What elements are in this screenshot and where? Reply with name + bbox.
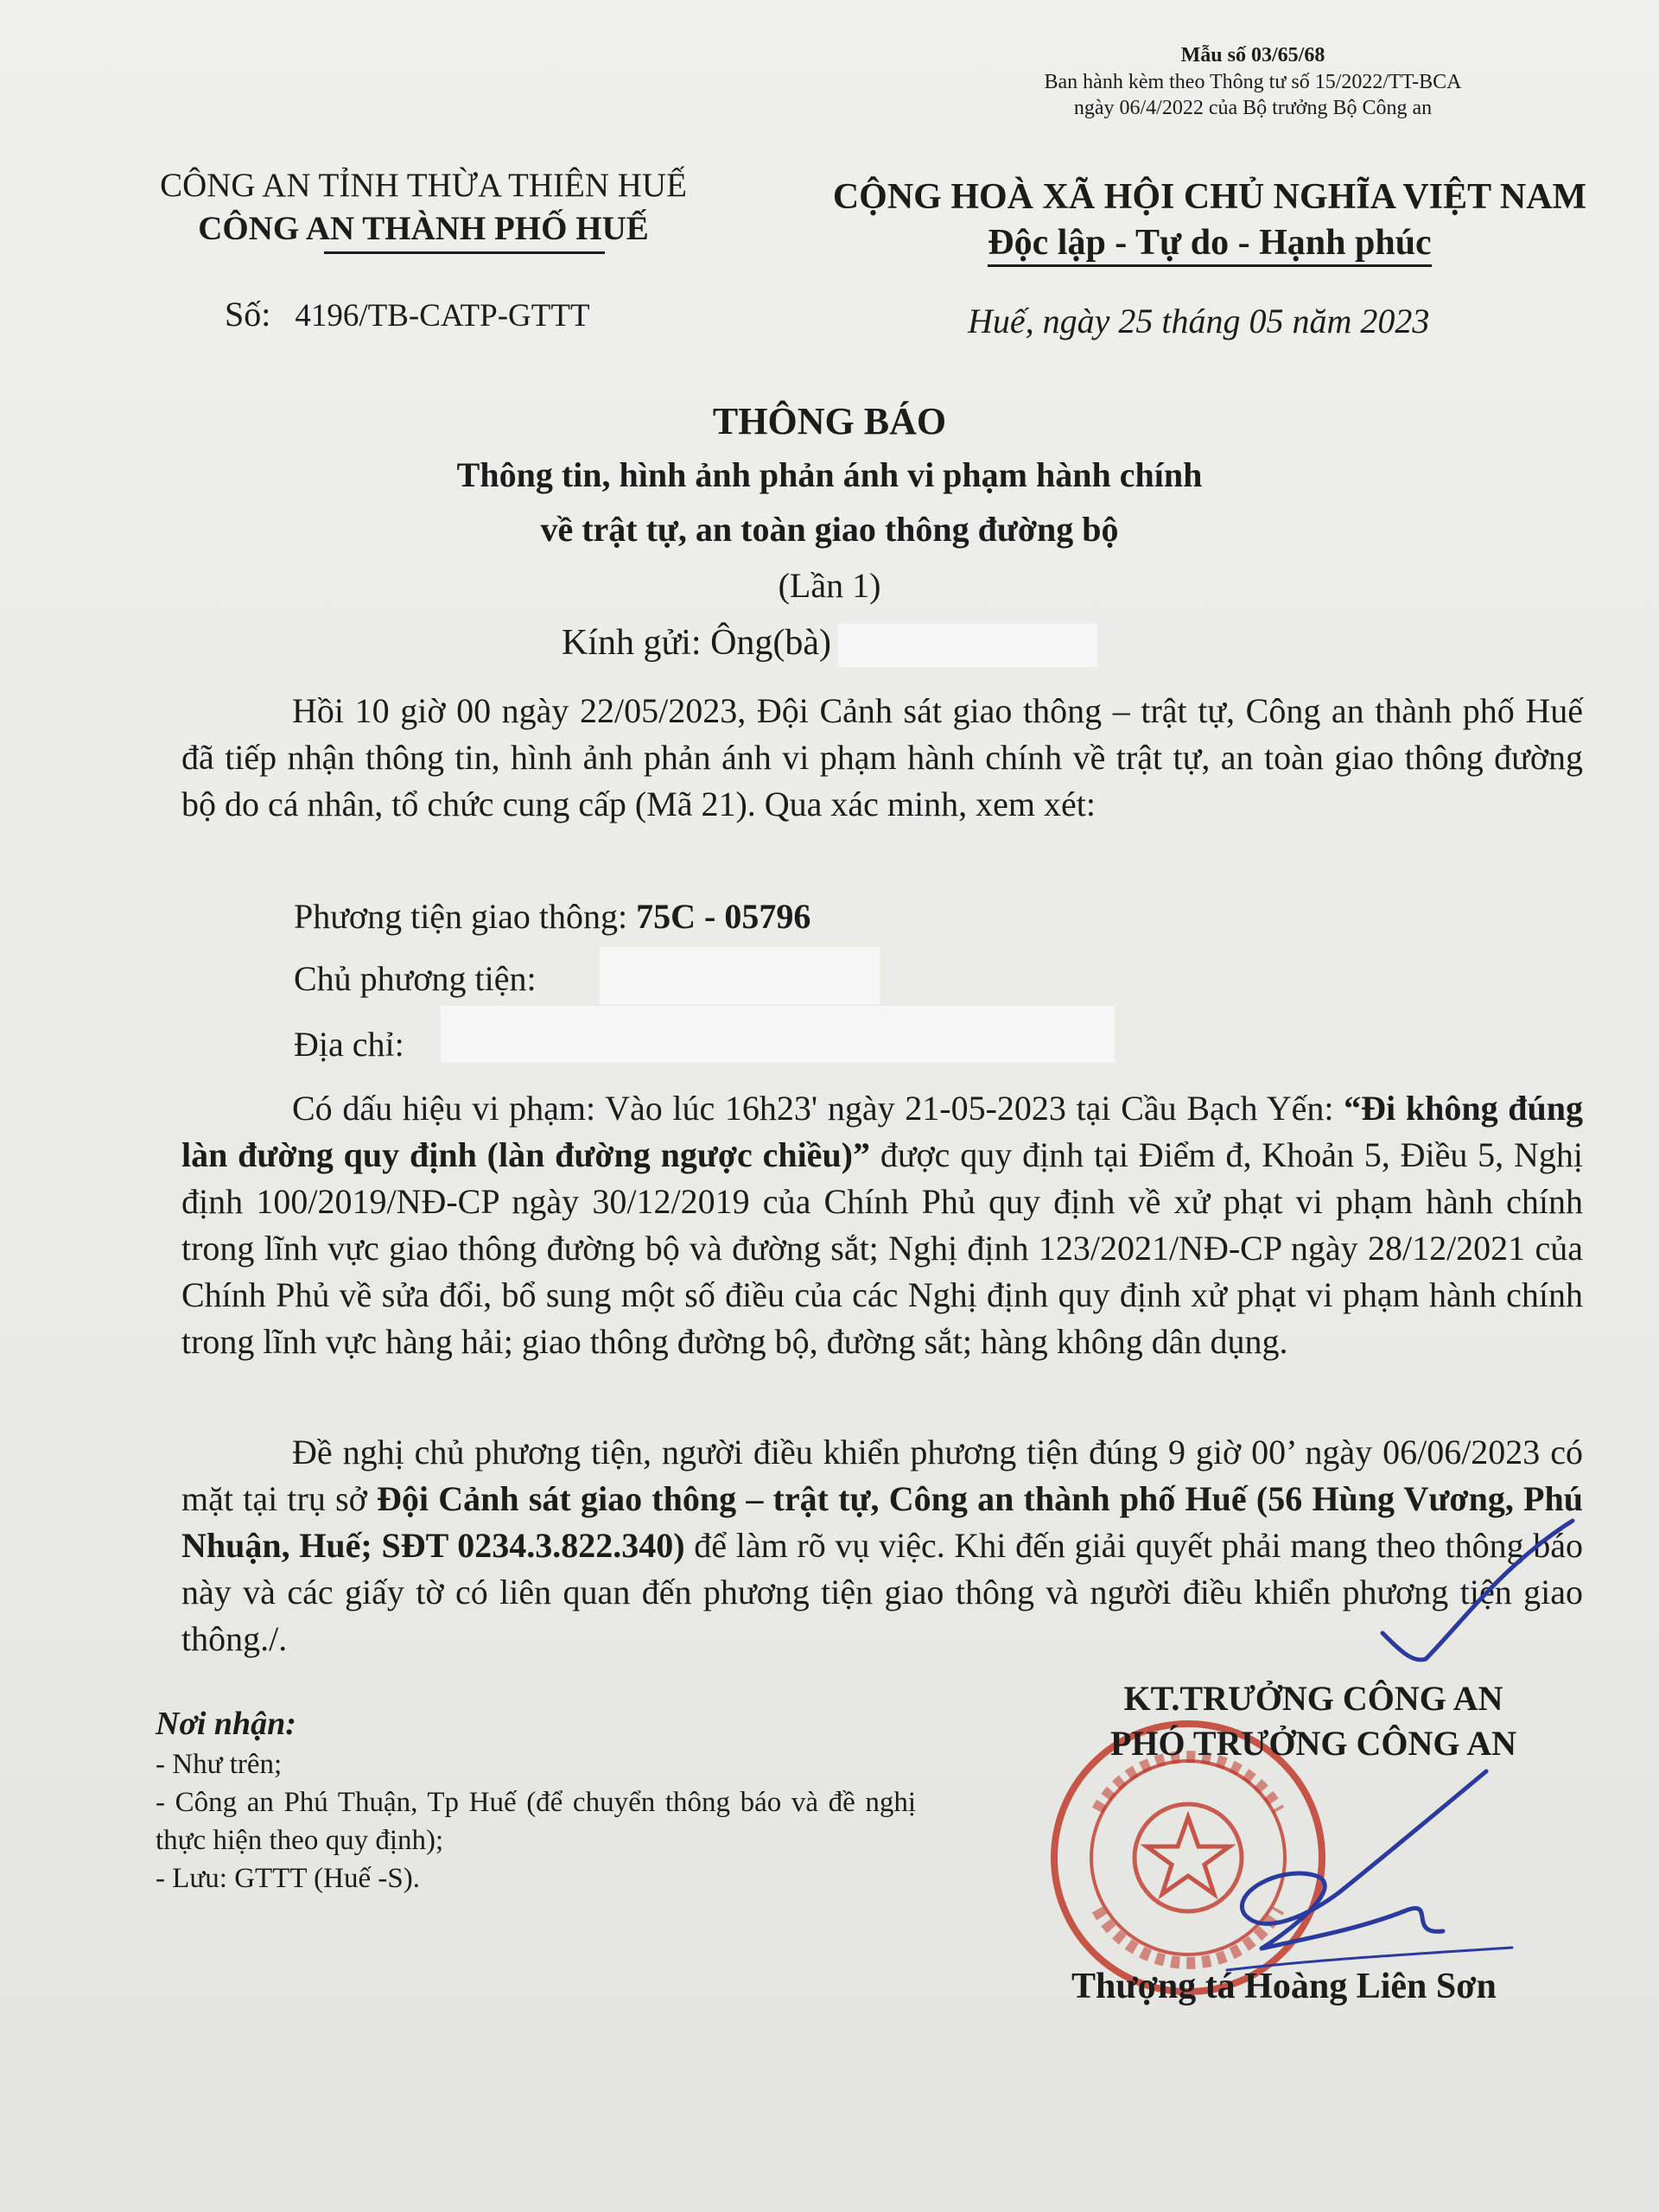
address-label: Địa chỉ: bbox=[294, 1025, 404, 1064]
parent-agency: CÔNG AN TỈNH THỪA THIÊN HUẾ bbox=[160, 167, 687, 204]
document-title: THÔNG BÁO bbox=[712, 400, 947, 442]
redacted-owner bbox=[600, 947, 880, 1004]
violation-intro: Có dấu hiệu vi phạm: Vào lúc 16h23' ngày 21-05-2023 tại Cầu Bạch Yến: bbox=[292, 1089, 1334, 1128]
nation-motto: Độc lập - Tự do - Hạnh phúc bbox=[988, 221, 1431, 267]
recipients-list bbox=[156, 1702, 916, 1897]
request-intro: Đề nghị chủ phương tiện, người điều khiển phương tiện đúng 9 giờ 00’ ngày 06/06/2023 có mặt tại trụ sở bbox=[181, 1433, 1583, 1518]
paragraph-intro bbox=[181, 688, 1583, 828]
form-reference bbox=[985, 41, 1521, 121]
vehicle-label: Phương tiện giao thông: bbox=[294, 897, 628, 936]
form-issuance-line1: Ban hành kèm theo Thông tư số 15/2022/TT-BCA bbox=[1044, 71, 1462, 93]
greeting-label: Kính gửi: Ông(bà) bbox=[561, 623, 832, 663]
document-number-value: 4196/TB-CATP-GTTT bbox=[295, 298, 590, 334]
recipient-item: - Công an Phú Thuận, Tp Huế (để chuyển thông báo và đề nghị thực hiện theo quy định); bbox=[156, 1787, 916, 1856]
violation-description: “Đi không đúng làn đường quy định (làn đường ngược chiều)” bbox=[181, 1089, 1584, 1174]
request-rest: để làm rõ vụ việc. Khi đến giải quyết phải mang theo thông báo này và các giấy tờ có liên quan đến phương tiện giao thông và người điều khiển phương tiện giao thông./. bbox=[181, 1526, 1584, 1658]
document-subtitle-2: về trật tự, an toàn giao thông đường bộ bbox=[540, 510, 1119, 549]
signature-block bbox=[1054, 1676, 1573, 1766]
owner-label: Chủ phương tiện: bbox=[294, 959, 537, 998]
redacted-recipient bbox=[838, 624, 1097, 667]
recipient-item: - Lưu: GTTT (Huế -S). bbox=[156, 1863, 420, 1894]
handwritten-check-mark bbox=[1365, 1503, 1590, 1676]
request-office: Đội Cảnh sát giao thông – trật tự, Công an thành phố Huế (56 Hùng Vương, Phú Nhuận, Huế; SĐT 0234.3.822.340) bbox=[181, 1479, 1583, 1565]
place-date: Huế, ngày 25 tháng 05 năm 2023 bbox=[968, 302, 1430, 340]
handwritten-signature bbox=[1210, 1763, 1521, 1979]
signer-name: Thượng tá Hoàng Liên Sơn bbox=[1071, 1967, 1497, 2006]
nation-name: CỘNG HOÀ XÃ HỘI CHỦ NGHĨA VIỆT NAM bbox=[832, 177, 1587, 217]
recipients-heading: Nơi nhận: bbox=[156, 1706, 296, 1742]
address-row bbox=[294, 1021, 404, 1068]
issuing-agency bbox=[104, 164, 743, 251]
vehicle-row bbox=[294, 893, 810, 940]
notice-count: (Lần 1) bbox=[778, 566, 881, 605]
paragraph-intro-text: Hồi 10 giờ 00 ngày 22/05/2023, Đội Cảnh sát giao thông – trật tự, Công an thành phố Huế đã tiếp nhận thông tin, hình ảnh phản ánh vi phạm hành chính về trật tự, an toàn giao thông đường bộ do cá nhân, tổ chức cung cấp (Mã 21). Qua xác minh, xem xét: bbox=[181, 691, 1583, 823]
redacted-address bbox=[441, 1006, 1115, 1063]
agency-name: CÔNG AN THÀNH PHỐ HUẾ bbox=[198, 210, 649, 247]
owner-row bbox=[294, 956, 537, 1002]
recipient-item: - Như trên; bbox=[156, 1749, 283, 1780]
vehicle-plate: 75C - 05796 bbox=[636, 897, 811, 936]
violation-legal-basis: được quy định tại Điểm đ, Khoản 5, Điều 5, Nghị định 100/2019/NĐ-CP ngày 30/12/2019 của Chính Phủ quy định về xử phạt vi phạm hành chính trong lĩnh vực giao thông đường bộ và đường sắt; Nghị định 123/2021/NĐ-CP ngày 28/12/2021 của Chính Phủ về sửa đổi, bổ sung một số điều của các Nghị định quy định xử phạt vi phạm hành chính trong lĩnh vực hàng hải; giao thông đường bộ, đường sắt; hàng không dân dụng. bbox=[181, 1135, 1583, 1361]
document-subtitle-1: Thông tin, hình ảnh phản ánh vi phạm hành chính bbox=[456, 455, 1203, 494]
document-number-label: Số: bbox=[225, 295, 271, 334]
greeting bbox=[0, 619, 1659, 667]
form-code: Mẫu số 03/65/68 bbox=[1180, 44, 1325, 67]
form-issuance-line2: ngày 06/4/2022 của Bộ trưởng Bộ Công an bbox=[1073, 97, 1433, 119]
paragraph-violation bbox=[181, 1085, 1583, 1365]
document-number bbox=[225, 294, 590, 334]
agency-underline bbox=[324, 251, 605, 254]
national-header bbox=[795, 173, 1624, 267]
signer-position: PHÓ TRƯỞNG CÔNG AN bbox=[1109, 1724, 1517, 1763]
signer-authority: KT.TRƯỞNG CÔNG AN bbox=[1123, 1679, 1503, 1718]
